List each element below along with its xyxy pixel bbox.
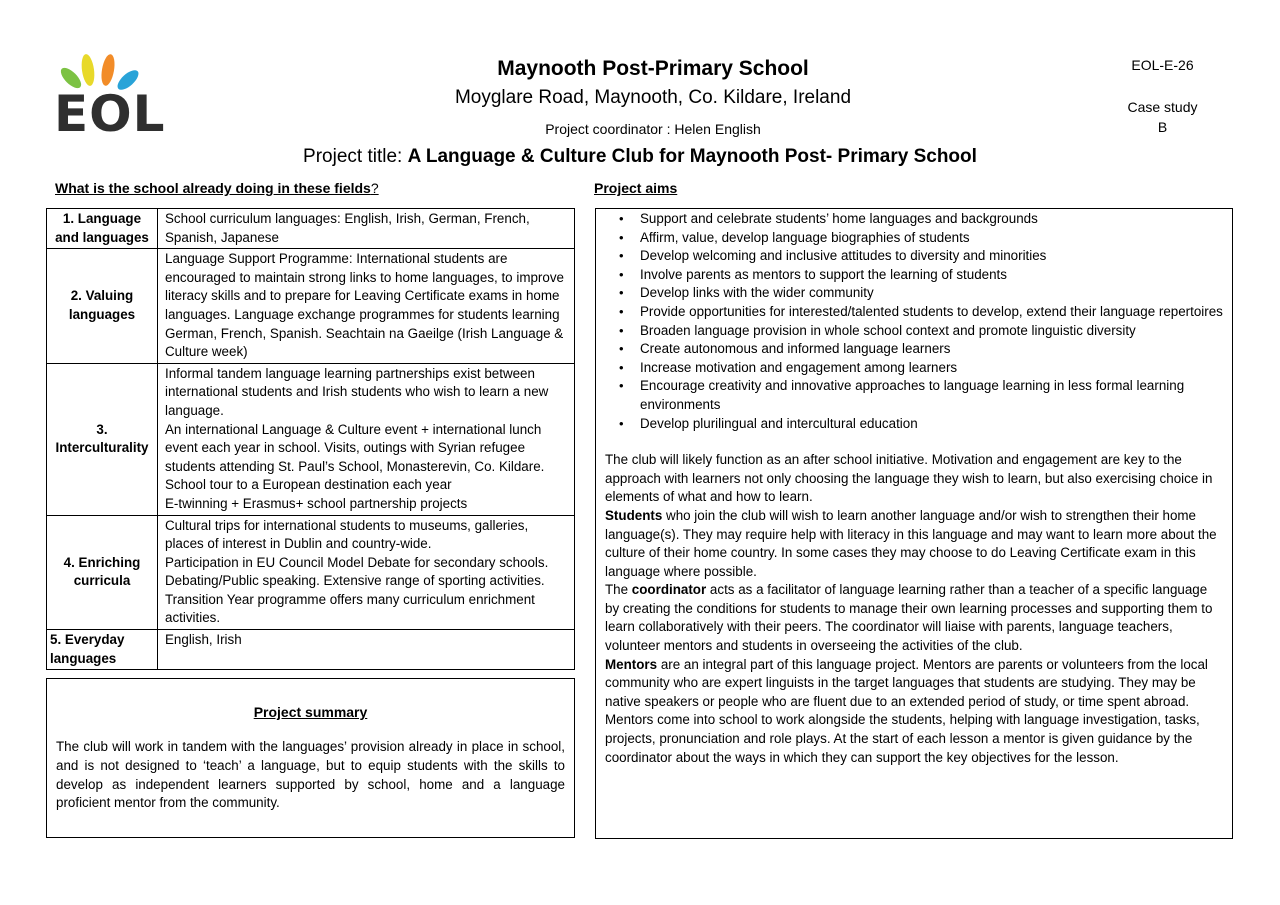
fields-heading — [55, 180, 379, 196]
row-line: Cultural trips for international students to museums, galleries, places of interest in Dublin and country-wide. — [165, 517, 529, 552]
fields-heading-suffix: ? — [370, 180, 379, 196]
row-label: 5. Everyday languages — [47, 630, 158, 670]
logo-text: EOL — [54, 85, 166, 143]
row-label: 1. Language and languages — [47, 209, 158, 249]
row-label: 2. Valuing languages — [47, 249, 158, 364]
coordinator-paragraph — [605, 581, 1224, 655]
row-content — [158, 209, 575, 249]
list-item: • Encourage creativity and innovative approaches to language learning in less formal learning environments — [605, 377, 1224, 414]
project-aims-box — [595, 208, 1233, 839]
mentors-paragraph — [605, 656, 1224, 712]
list-item: • Create autonomous and informed language learners — [605, 340, 1224, 359]
row-line: School tour to a European destination each year — [165, 477, 452, 493]
coordinator-text: acts as a facilitator of language learning rather than a teacher of a specific language by creating the conditions for students to manage their own learning processes and supporting them to learn collaboratively with their peers. The coordinator will liaise with parents, language teachers, volunteer mentors and students in overseeing the activities of the club. — [605, 582, 1213, 654]
project-summary-box — [46, 678, 575, 838]
row-content — [158, 515, 575, 630]
school-address: Moyglare Road, Maynooth, Co. Kildare, Ireland — [454, 87, 852, 108]
students-paragraph — [605, 507, 1224, 581]
case-study-label: Case study — [1127, 99, 1198, 115]
project-title — [200, 146, 1080, 168]
mentors-more-paragraph: Mentors come into school to work alongside the students, helping with language investigation, tasks, projects, pronunciation and role plays. At the start of each lesson a mentor is given guidance by the coordinator about the ways in which they can support the key objectives for the lesson. — [605, 712, 1200, 765]
aims-intro: The club will likely function as an after school initiative. Motivation and engagement are key to the approach with learners not only choosing the language they wish to learn, but also exercising choice in elements of what and how to learn. — [605, 452, 1213, 505]
row-content — [158, 363, 575, 515]
list-item: • Broaden language provision in whole school context and promote linguistic diversity — [605, 322, 1224, 341]
school-name: Maynooth Post-Primary School — [497, 57, 809, 80]
orange-leaf-icon — [99, 53, 116, 87]
list-item: • Develop links with the wider community — [605, 284, 1224, 303]
row-line: Participation in EU Council Model Debate for secondary schools. Debating/Public speaking. Extensive range of sporting activities. Transition Year programme offers many curriculum enrichment activities. — [165, 554, 549, 626]
list-item: • Increase motivation and engagement among learners — [605, 359, 1224, 378]
reference-code: EOL-E-26 — [1131, 57, 1194, 73]
row-label: 4. Enriching curricula — [47, 515, 158, 630]
table-row — [47, 249, 575, 364]
mentors-text: are an integral part of this language project. Mentors are parents or volunteers from the local community who are expert linguists in the target languages that students are studying. They may be native speakers or people who are fluent due to an extended period of study, or time spent abroad. — [605, 656, 1208, 709]
coordinator-term: coordinator — [631, 582, 707, 598]
row-content — [158, 630, 575, 670]
summary-title: Project summary — [253, 704, 368, 720]
case-study — [1110, 97, 1215, 137]
aims-list — [605, 210, 1224, 433]
yellow-leaf-icon — [80, 53, 96, 86]
aims-description — [605, 451, 1224, 767]
table-row — [47, 630, 575, 670]
project-coordinator: Project coordinator : Helen English — [545, 121, 761, 137]
row-content — [158, 249, 575, 364]
fields-heading-text: What is the school already doing in these fields — [55, 180, 371, 196]
row-line: English, Irish — [165, 632, 242, 648]
list-item: • Provide opportunities for interested/talented students to develop, extend their language repertoires — [605, 303, 1224, 322]
list-item: • Affirm, value, develop language biographies of students — [605, 229, 1224, 248]
coordinator-prefix: The — [605, 582, 632, 598]
table-row — [47, 363, 575, 515]
summary-text: The club will work in tandem with the languages’ provision already in place in school, and is not designed to ‘teach’ a language, but to equip students with the skills to develop as independent learners supported by school, home and a language proficient mentor from the community. — [56, 739, 565, 811]
row-line: Language Support Programme: International students are encouraged to maintain strong links to home languages, to improve literacy skills and to prepare for Leaving Certificate exams in home languages. Language exchange programmes for students learning German, French, Spanish. Seachtain na Gaeilge (Irish Language & Culture week) — [165, 251, 564, 360]
fields-table — [46, 208, 575, 670]
list-item: • Develop welcoming and inclusive attitudes to diversity and minorities — [605, 247, 1224, 266]
project-title-text: A Language & Culture Club for Maynooth Post- Primary School — [407, 146, 977, 167]
list-item: • Support and celebrate students’ home languages and backgrounds — [605, 210, 1224, 229]
students-term: Students — [605, 507, 663, 523]
row-label: 3. Interculturality — [47, 363, 158, 515]
mentors-term: Mentors — [605, 656, 658, 672]
list-item: • Involve parents as mentors to support the learning of students — [605, 266, 1224, 285]
table-row — [47, 515, 575, 630]
case-study-value: B — [1157, 119, 1168, 135]
row-line: E-twinning + Erasmus+ school partnership projects — [165, 495, 468, 511]
row-line: Informal tandem language learning partnerships exist between international students and Irish students who wish to learn a new language. — [165, 365, 549, 418]
row-line: School curriculum languages: English, Irish, German, French, Spanish, Japanese — [165, 211, 530, 245]
project-title-prefix: Project title: — [303, 146, 408, 167]
table-row — [47, 209, 575, 249]
students-text: who join the club will wish to learn another language and/or wish to strengthen their home language(s). They may require help with literacy in this language and may want to learn more about the culture of their home country. In some cases they may choose to do Leaving Certificate exam in this language where possible. — [605, 507, 1217, 579]
list-item: • Develop plurilingual and intercultural education — [605, 415, 1224, 434]
row-line: An international Language & Culture event + international lunch event each year in school. Visits, outings with Syrian refugee students attending St. Paul’s School, Monasterevin, Co. Kildare. — [165, 421, 545, 474]
aims-heading: Project aims — [594, 180, 678, 196]
